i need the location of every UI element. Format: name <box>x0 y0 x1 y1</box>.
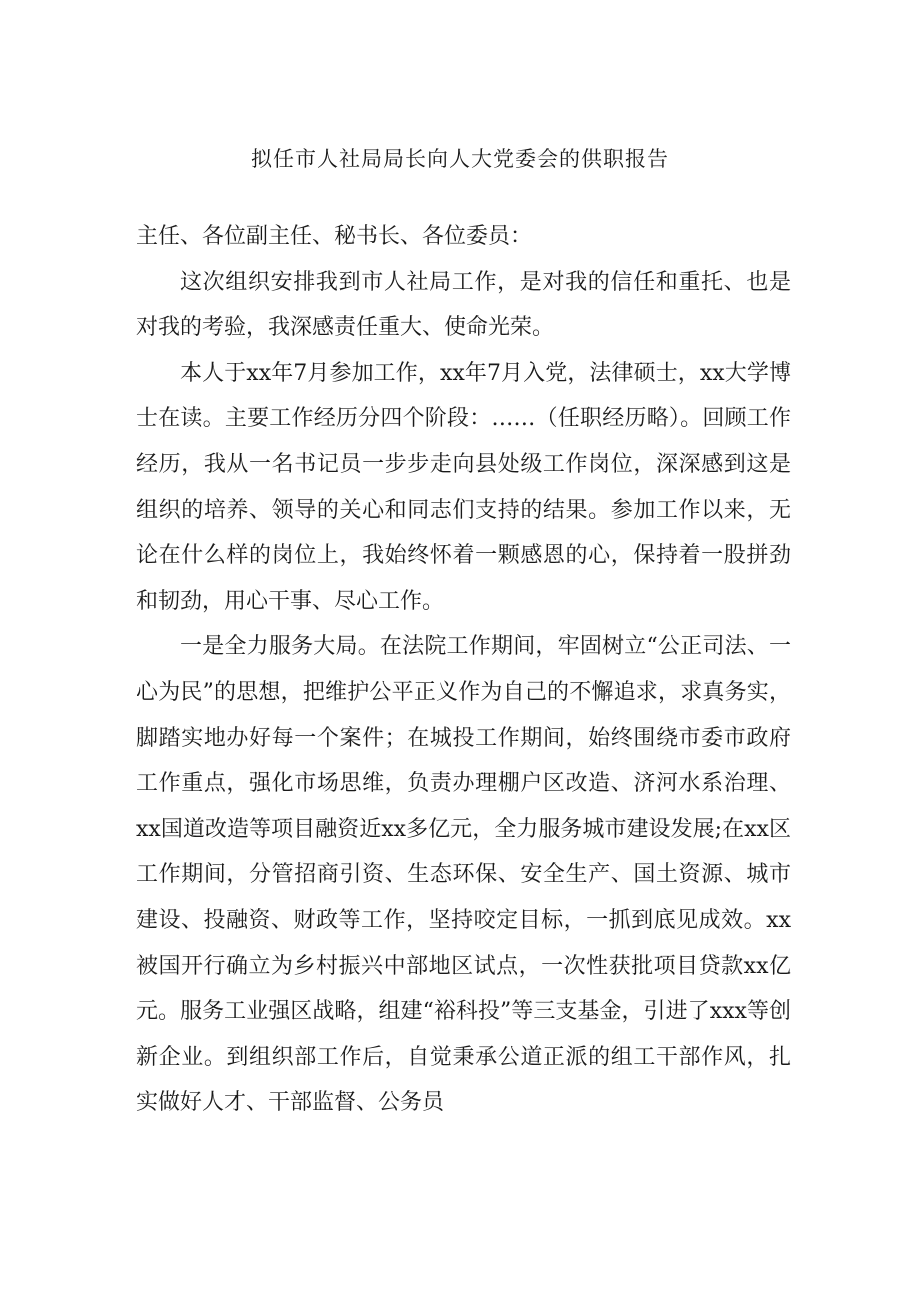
document-title: 拟任市人社局局长向人大党委会的供职报告 <box>251 147 669 171</box>
paragraph-serving-overall-situation: 一是全力服务大局。在法院工作期间，牢固树立“公正司法、一心为民”的思想，把维护公平正义作为自己的不懈追求，求真务实，脚踏实地办好每一个案件；在城投工作期间，始终围绕市委市政府工作重点，强化市场思维，负责办理棚户区改造、济河水系治理、xx国道改造等项目融资近xx多亿元，全力服务城市建设发展;在xx区工作期间，分管招商引资、生态环保、安全生产、国土资源、城市建设、投融资、财政等工作，坚持咬定目标，一抓到底见成效。xx被国开行确立为乡村振兴中部地区试点，一次性获批项目贷款xx亿元。服务工业强区战略，组建“裕科投”等三支基金，引进了xxx等创新企业。到组织部工作后，自觉秉承公道正派的组工干部作风，扎实做好人才、干部监督、公务员 <box>136 634 791 1116</box>
salutation: 主任、各位副主任、秘书长、各位委员： <box>136 224 533 249</box>
document-body <box>136 214 791 1126</box>
paragraph-personal-background: 本人于xx年7月参加工作，xx年7月入党，法律硕士，xx大学博士在读。主要工作经历分四个阶段：……（任职经历略）。回顾工作经历，我从一名书记员一步步走向县处级工作岗位，深深感到这是组织的培养、领导的关心和同志们支持的结果。参加工作以来，无论在什么样的岗位上，我始终怀着一颗感恩的心，保持着一股拼劲和韧劲，用心干事、尽心工作。 <box>136 360 791 614</box>
paragraph-introduction: 这次组织安排我到市人社局工作，是对我的信任和重托、也是对我的考验，我深感责任重大、使命光荣。 <box>136 269 791 341</box>
